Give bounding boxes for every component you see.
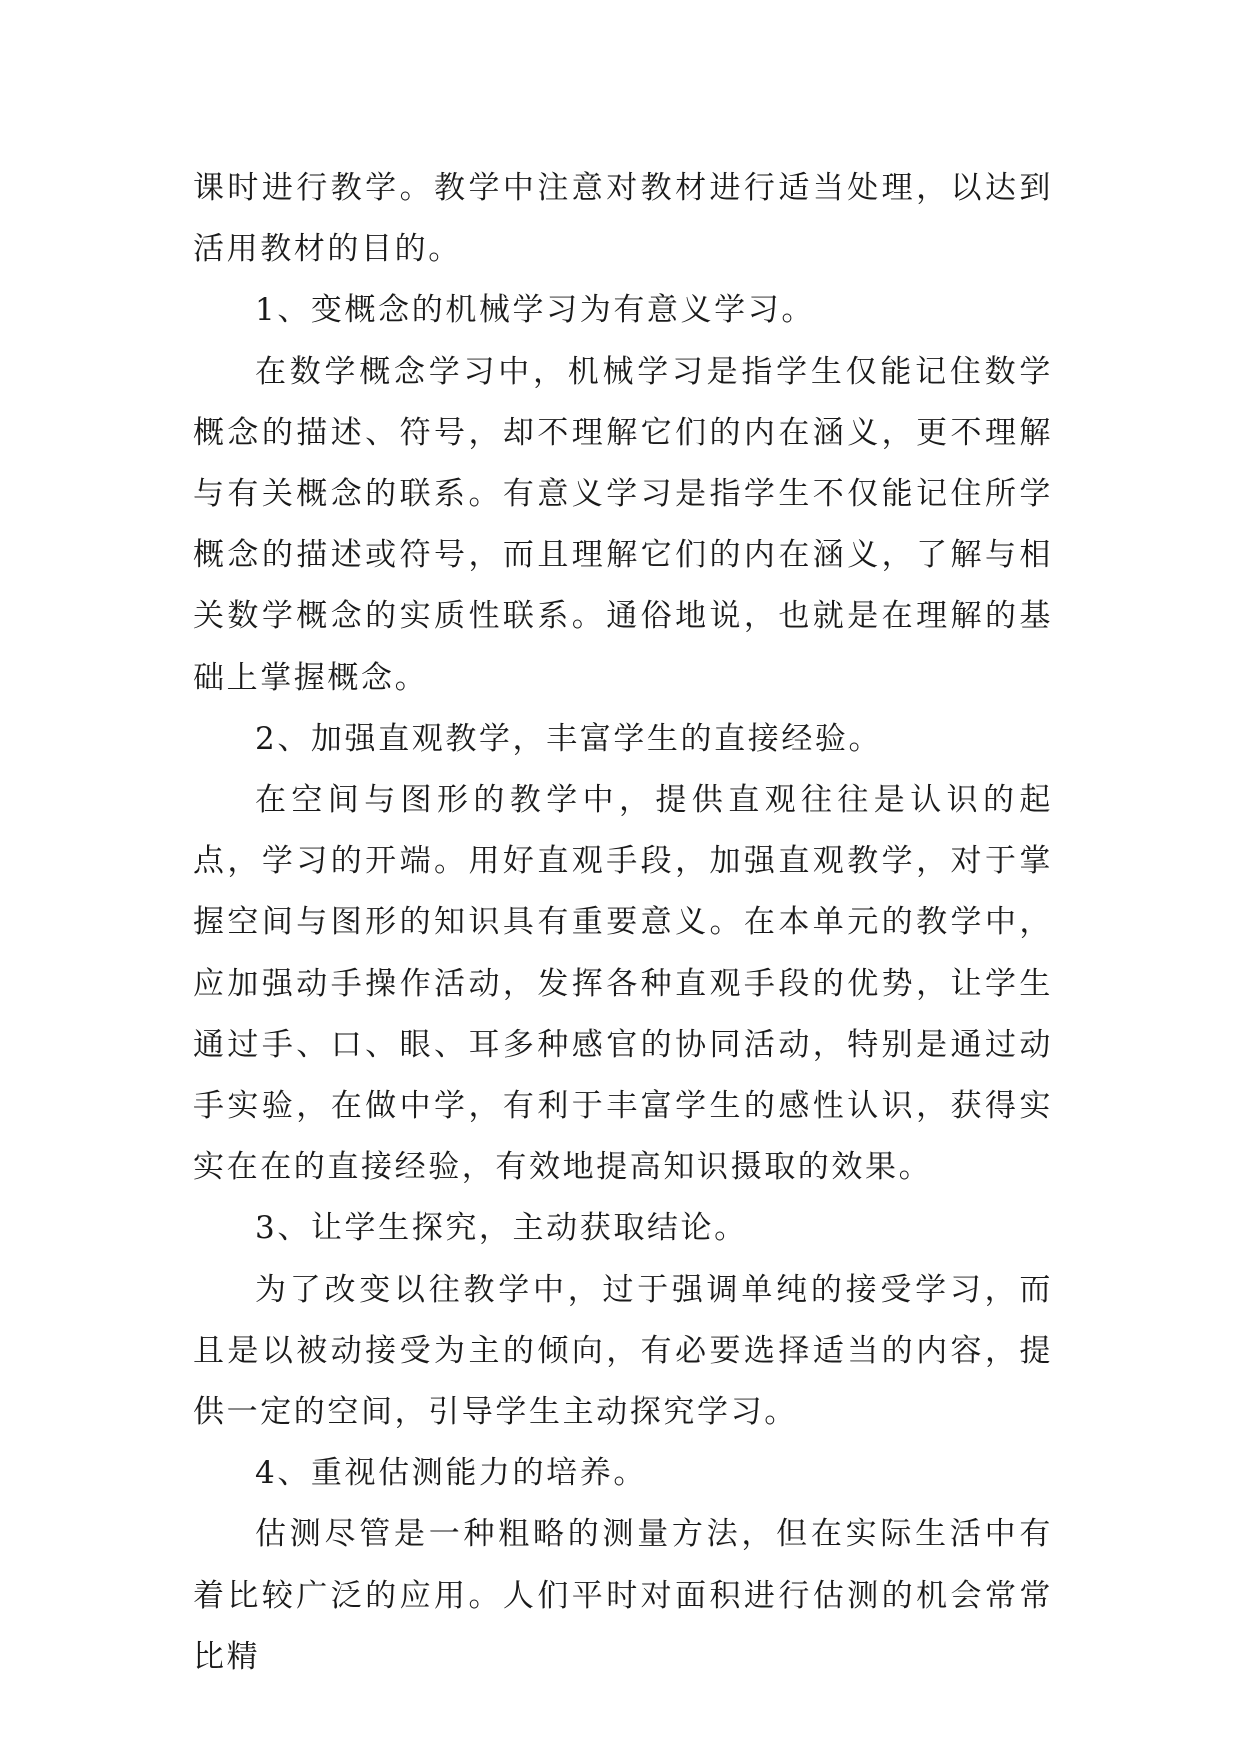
paragraph-estimation: 估测尽管是一种粗略的测量方法，但在实际生活中有着比较广泛的应用。人们平时对面积进行估测的机会常常比精 — [193, 1516, 1053, 1675]
section-heading-3: 3、让学生探究，主动获取结论。 — [255, 1210, 748, 1247]
document-body — [193, 158, 1053, 1688]
section-heading-2: 2、加强直观教学，丰富学生的直接经验。 — [255, 720, 883, 757]
section-heading-1: 1、变概念的机械学习为有意义学习。 — [255, 292, 815, 329]
section-heading-4: 4、重视估测能力的培养。 — [255, 1455, 647, 1492]
paragraph-visual-teaching: 在空间与图形的教学中，提供直观往往是认识的起点，学习的开端。用好直观手段，加强直观教学，对于掌握空间与图形的知识具有重要意义。在本单元的教学中，应加强动手操作活动，发挥各种直观手段的优势，让学生通过手、口、眼、耳多种感官的协同活动，特别是通过动手实验，在做中学，有利于丰富学生的感性认识，获得实实在在的直接经验，有效地提高知识摄取的效果。 — [193, 782, 1053, 1186]
paragraph-concept-learning: 在数学概念学习中，机械学习是指学生仅能记住数学概念的描述、符号，却不理解它们的内在涵义，更不理解与有关概念的联系。有意义学习是指学生不仅能记住所学概念的描述或符号，而且理解它们的内在涵义，了解与相关数学概念的实质性联系。通俗地说，也就是在理解的基础上掌握概念。 — [193, 353, 1053, 696]
paragraph-continuation: 课时进行教学。教学中注意对教材进行适当处理，以达到活用教材的目的。 — [193, 170, 1053, 268]
paragraph-inquiry-learning: 为了改变以往教学中，过于强调单纯的接受学习，而且是以被动接受为主的倾向，有必要选择适当的内容，提供一定的空间，引导学生主动探究学习。 — [193, 1271, 1053, 1431]
